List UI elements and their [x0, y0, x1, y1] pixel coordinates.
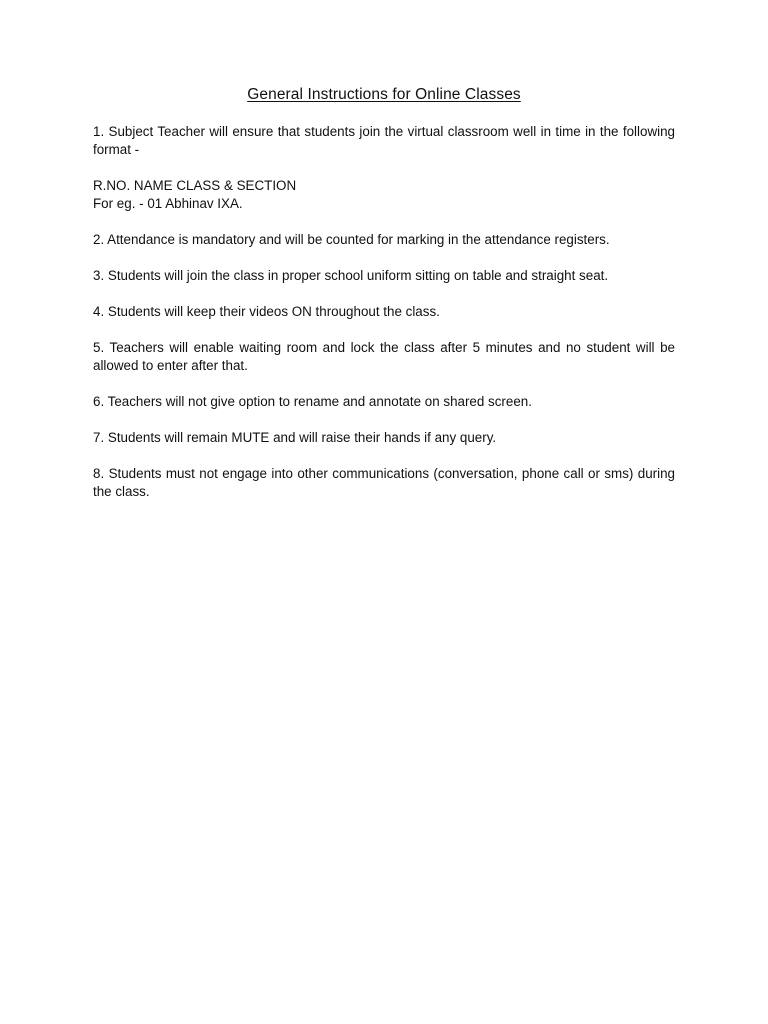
- instruction-1: 1. Subject Teacher will ensure that students join the virtual classroom well in time in the following format -: [93, 124, 675, 157]
- format-example-line: For eg. - 01 Abhinav IXA.: [93, 196, 243, 211]
- instruction-2: 2. Attendance is mandatory and will be counted for marking in the attendance registers.: [93, 232, 610, 247]
- instruction-7: 7. Students will remain MUTE and will raise their hands if any query.: [93, 430, 497, 445]
- instruction-4: 4. Students will keep their videos ON throughout the class.: [93, 304, 440, 319]
- format-line: R.NO. NAME CLASS & SECTION: [93, 178, 297, 193]
- document-body: [93, 86, 675, 519]
- instruction-6: 6. Teachers will not give option to rename and annotate on shared screen.: [93, 394, 532, 409]
- instruction-8: 8. Students must not engage into other communications (conversation, phone call or sms) during the class.: [93, 466, 675, 499]
- format-example: [93, 177, 675, 213]
- instruction-5: 5. Teachers will enable waiting room and lock the class after 5 minutes and no student will be allowed to enter after that.: [93, 340, 675, 373]
- instruction-3: 3. Students will join the class in proper school uniform sitting on table and straight seat.: [93, 268, 609, 283]
- document-title: General Instructions for Online Classes: [247, 86, 521, 103]
